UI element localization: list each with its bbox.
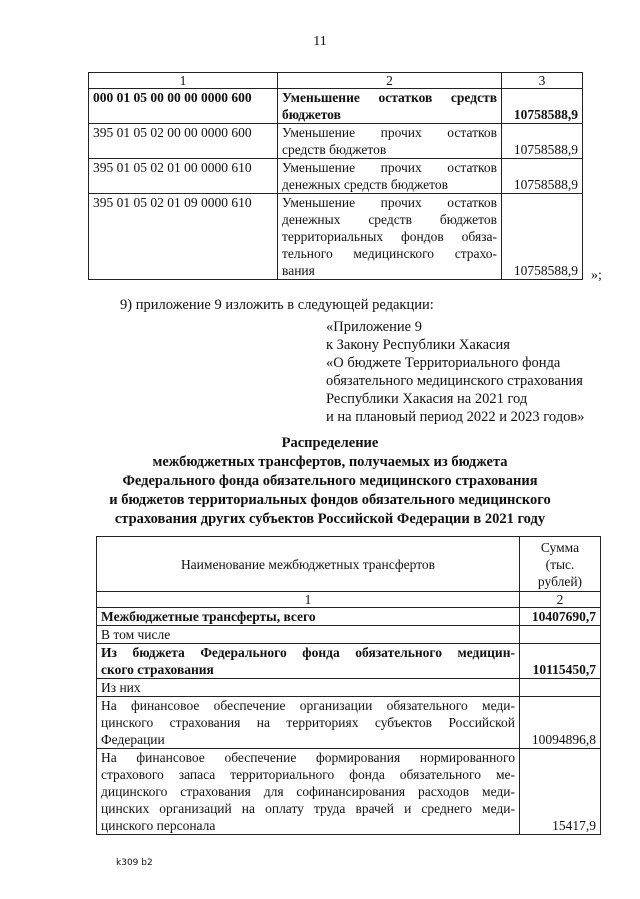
heading-line: и бюджетов территориальных фондов обязательного медицинского bbox=[109, 492, 551, 508]
transfers-table-header bbox=[97, 537, 601, 592]
row-description: Уменьшение прочих остатков денежных средств бюджетов bbox=[278, 159, 502, 194]
transfer-name: Межбюджетные трансферты, всего bbox=[97, 608, 520, 626]
transfer-sum bbox=[520, 626, 601, 644]
table-row bbox=[97, 608, 601, 626]
table-row bbox=[89, 124, 583, 159]
row-value: 10758588,9 bbox=[502, 124, 583, 159]
budget-code: 000 01 05 00 00 00 0000 600 bbox=[89, 89, 278, 124]
transfer-sum: 10115450,7 bbox=[520, 644, 601, 679]
table-row bbox=[97, 749, 601, 835]
transfer-sum bbox=[520, 679, 601, 697]
table-row bbox=[97, 644, 601, 679]
col-number-2: 2 bbox=[520, 592, 601, 608]
transfer-name: На финансовое обеспечение организации обязательного меди- цинского страхования на территориях субъектов Российской Федерации bbox=[97, 697, 520, 749]
row-description: Уменьшение остатков средств бюджетов bbox=[278, 89, 502, 124]
col-header-1: 1 bbox=[89, 73, 278, 89]
appendix-line: к Закону Республики Хакасия bbox=[326, 337, 510, 353]
budget-code: 395 01 05 02 01 09 0000 610 bbox=[89, 194, 278, 280]
appendix-line: «О бюджете Территориального фонда bbox=[326, 355, 561, 371]
table-row bbox=[97, 626, 601, 644]
sources-table-header bbox=[89, 73, 583, 89]
appendix-line: «Приложение 9 bbox=[326, 319, 422, 335]
table-row bbox=[89, 159, 583, 194]
appendix-line: Республики Хакасия на 2021 год bbox=[326, 391, 528, 407]
transfer-name: На финансовое обеспечение формирования нормированного страхового запаса территориального фонда обязательного ме- дицинского страхования для софинансирования расходов меди- цинских организаций на оплату труда врачей и среднего меди- цинского персонала bbox=[97, 749, 520, 835]
section-heading bbox=[60, 434, 600, 529]
col-number-1: 1 bbox=[97, 592, 520, 608]
transfer-name: Из бюджета Федерального фонда обязательного медицин- ского страхования bbox=[97, 644, 520, 679]
header-name: Наименование межбюджетных трансфертов bbox=[97, 537, 520, 592]
heading-line: межбюджетных трансфертов, получаемых из бюджета bbox=[152, 454, 508, 470]
heading-line: страхования других субъектов Российской Федерации в 2021 году bbox=[114, 511, 546, 527]
column-numbers bbox=[97, 592, 601, 608]
transfers-table bbox=[96, 536, 601, 835]
budget-code: 395 01 05 02 01 00 0000 610 bbox=[89, 159, 278, 194]
col-header-3: 3 bbox=[502, 73, 583, 89]
transfer-name: Из них bbox=[97, 679, 520, 697]
table-row bbox=[97, 679, 601, 697]
appendix-line: и на плановый период 2022 и 2023 годов» bbox=[326, 409, 585, 425]
footer-code: k309 b2 bbox=[116, 858, 153, 868]
appendix-reference bbox=[326, 318, 626, 426]
table-row bbox=[97, 697, 601, 749]
transfer-sum: 15417,9 bbox=[520, 749, 601, 835]
row-description: Уменьшение прочих остатков средств бюджетов bbox=[278, 124, 502, 159]
row-description: Уменьшение прочих остатков денежных средств бюджетов территориальных фондов обяза- тельного медицинского страхо- вания bbox=[278, 194, 502, 280]
header-sum: Сумма (тыс. рублей) bbox=[520, 537, 601, 592]
transfer-name: В том числе bbox=[97, 626, 520, 644]
appendix-line: обязательного медицинского страхования bbox=[326, 373, 583, 389]
heading-line: Распределение bbox=[281, 435, 379, 451]
budget-code: 395 01 05 02 00 00 0000 600 bbox=[89, 124, 278, 159]
heading-line: Федерального фонда обязательного медицинского страхования bbox=[122, 473, 538, 489]
row-value: 10758588,9 bbox=[502, 89, 583, 124]
amendment-instruction: 9) приложение 9 изложить в следующей редакции: bbox=[120, 297, 434, 313]
row-value: 10758588,9 bbox=[502, 159, 583, 194]
table-row bbox=[89, 194, 583, 280]
closing-quote: »; bbox=[591, 268, 602, 283]
row-value: 10758588,9 bbox=[502, 194, 583, 280]
transfer-sum: 10407690,7 bbox=[520, 608, 601, 626]
col-header-2: 2 bbox=[278, 73, 502, 89]
transfer-sum: 10094896,8 bbox=[520, 697, 601, 749]
table-row bbox=[89, 89, 583, 124]
page-number: 11 bbox=[313, 34, 327, 49]
sources-table bbox=[88, 72, 583, 280]
